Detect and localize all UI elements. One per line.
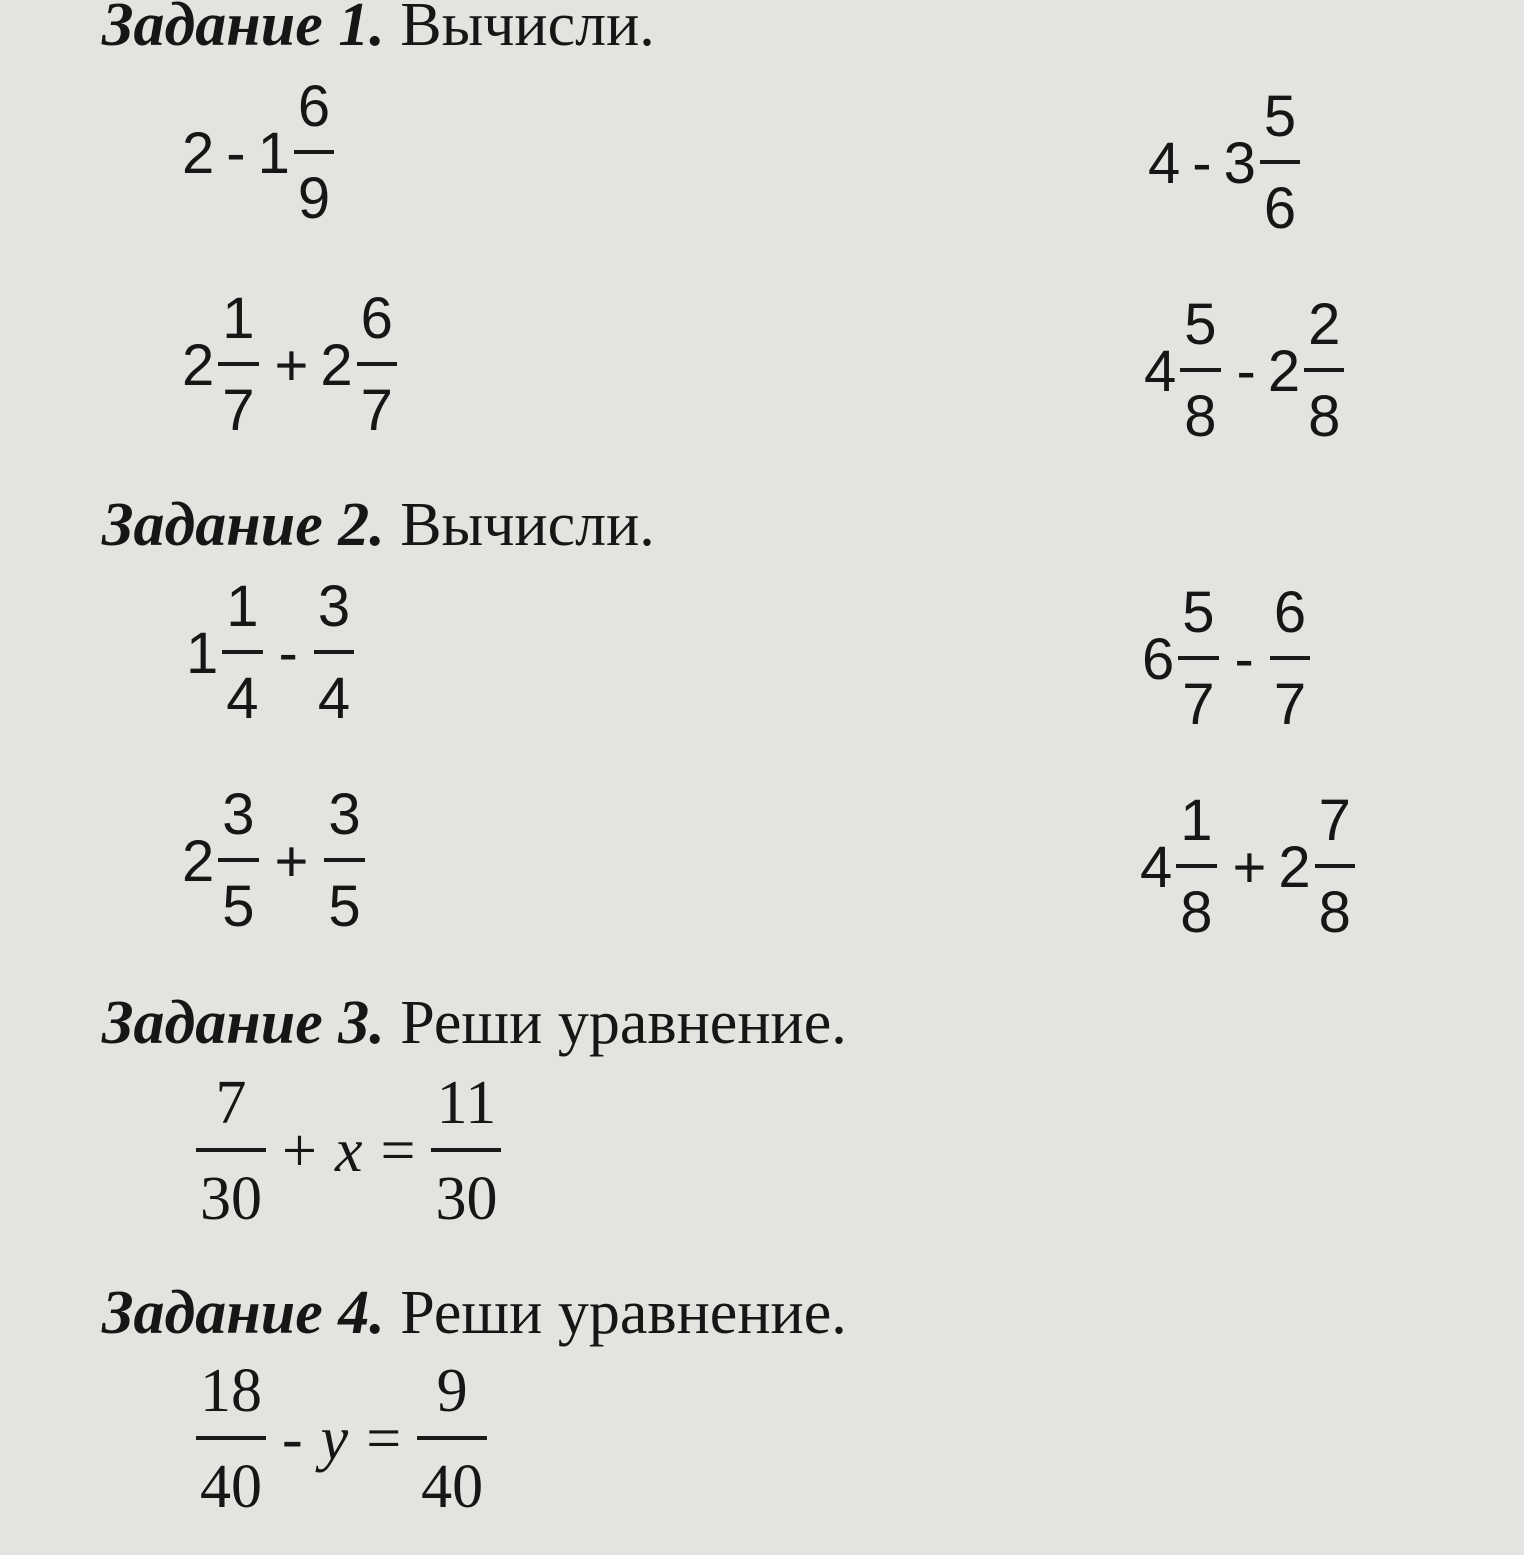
fraction-bar <box>1304 368 1344 372</box>
task-4-equation <box>192 1357 491 1521</box>
denominator: 8 <box>1180 880 1213 945</box>
denominator: 7 <box>1182 672 1215 737</box>
variable: y <box>320 1404 349 1473</box>
numerator: 6 <box>360 286 393 351</box>
fraction <box>314 574 354 731</box>
task-number: 4. <box>338 1279 385 1347</box>
fraction <box>196 1069 266 1233</box>
fraction-bar <box>1178 656 1218 660</box>
whole-number: 2 <box>320 332 353 398</box>
task-3-equation <box>192 1069 505 1233</box>
numerator: 5 <box>1263 84 1297 149</box>
whole-number: 2 <box>1278 834 1311 900</box>
numerator: 6 <box>1273 580 1307 645</box>
fraction <box>1315 788 1355 945</box>
fraction <box>324 782 364 939</box>
fraction-bar <box>431 1148 501 1152</box>
task-instruction: Вычисли. <box>400 491 655 559</box>
fraction-bar <box>222 650 262 654</box>
denominator: 30 <box>435 1165 498 1233</box>
task-number: 3. <box>338 989 385 1057</box>
numerator: 1 <box>222 286 255 351</box>
whole-number: 2 <box>1267 338 1301 404</box>
fraction <box>1304 292 1344 449</box>
fraction-bar <box>1270 656 1310 660</box>
numerator: 9 <box>436 1357 468 1425</box>
whole-number: 4 <box>1144 338 1177 404</box>
operator: - <box>1192 130 1212 196</box>
task-label: Задание <box>102 1279 323 1347</box>
whole-number: 2 <box>182 120 215 186</box>
task-instruction: Вычисли. <box>400 0 655 59</box>
task-number: 1. <box>338 0 385 59</box>
numerator: 7 <box>1318 788 1351 853</box>
task-1-expression-3 <box>182 286 401 443</box>
operator: - <box>278 620 298 686</box>
task-instruction: Реши уравнение. <box>400 1279 847 1347</box>
fraction <box>1270 580 1310 737</box>
whole-number: 4 <box>1148 130 1181 196</box>
operator: + <box>274 828 309 894</box>
operator: + <box>282 1116 317 1185</box>
task-3-heading <box>102 989 847 1057</box>
numerator: 1 <box>226 574 259 639</box>
denominator: 7 <box>222 378 255 443</box>
numerator: 3 <box>328 782 361 847</box>
operator: - <box>226 120 246 186</box>
fraction-bar <box>357 362 397 366</box>
task-2-heading <box>102 491 655 559</box>
denominator: 8 <box>1318 880 1351 945</box>
fraction-bar <box>1260 160 1300 164</box>
fraction <box>1260 84 1300 241</box>
task-label: Задание <box>102 989 323 1057</box>
fraction-bar <box>314 650 354 654</box>
whole-number: 6 <box>1142 626 1175 692</box>
fraction <box>357 286 397 443</box>
task-2-expression-3 <box>182 782 369 939</box>
whole-number: 1 <box>186 620 219 686</box>
denominator: 6 <box>1263 176 1297 241</box>
denominator: 40 <box>200 1453 262 1521</box>
fraction <box>196 1357 266 1521</box>
fraction-bar <box>218 858 258 862</box>
denominator: 5 <box>222 874 255 939</box>
whole-number: 1 <box>257 120 290 186</box>
denominator: 7 <box>360 378 393 443</box>
whole-number: 4 <box>1140 834 1173 900</box>
operator: + <box>1232 834 1267 900</box>
fraction <box>294 74 334 231</box>
task-2-expression-4 <box>1140 788 1359 945</box>
fraction-bar <box>218 362 258 366</box>
numerator: 7 <box>215 1069 247 1137</box>
fraction-bar <box>417 1436 487 1440</box>
numerator: 5 <box>1182 580 1215 645</box>
denominator: 7 <box>1273 672 1307 737</box>
task-instruction: Реши уравнение. <box>400 989 847 1057</box>
numerator: 1 <box>1180 788 1213 853</box>
fraction <box>218 286 258 443</box>
denominator: 4 <box>317 666 351 731</box>
fraction-bar <box>1180 368 1220 372</box>
fraction <box>218 782 258 939</box>
denominator: 4 <box>226 666 259 731</box>
fraction-bar <box>196 1148 266 1152</box>
fraction-bar <box>196 1436 266 1440</box>
task-2-expression-2 <box>1142 580 1314 737</box>
numerator: 11 <box>436 1069 497 1137</box>
fraction <box>431 1069 501 1233</box>
fraction <box>417 1357 487 1521</box>
whole-number: 2 <box>182 332 215 398</box>
fraction-bar <box>1315 864 1355 868</box>
operator: - <box>1234 626 1254 692</box>
task-1-expression-4 <box>1144 292 1348 449</box>
denominator: 8 <box>1308 384 1341 449</box>
denominator: 8 <box>1184 384 1217 449</box>
task-1-heading <box>102 0 655 59</box>
numerator: 3 <box>222 782 255 847</box>
fraction-bar <box>294 150 334 154</box>
fraction <box>1180 292 1220 449</box>
task-2-expression-1 <box>186 574 358 731</box>
operator: - <box>1236 338 1256 404</box>
denominator: 9 <box>297 166 331 231</box>
task-1-expression-1 <box>182 74 338 231</box>
fraction <box>1178 580 1218 737</box>
whole-number: 3 <box>1223 130 1256 196</box>
task-number: 2. <box>338 491 385 559</box>
denominator: 40 <box>421 1453 484 1521</box>
task-label: Задание <box>102 491 323 559</box>
equals-sign: = <box>380 1116 416 1185</box>
numerator: 18 <box>200 1357 262 1425</box>
numerator: 3 <box>317 574 351 639</box>
task-label: Задание <box>102 0 323 59</box>
numerator: 2 <box>1308 292 1341 357</box>
fraction <box>1176 788 1216 945</box>
whole-number: 2 <box>182 828 215 894</box>
denominator: 5 <box>328 874 361 939</box>
task-4-heading <box>102 1279 847 1347</box>
variable: x <box>334 1116 363 1185</box>
fraction <box>222 574 262 731</box>
operator: + <box>274 332 309 398</box>
numerator: 6 <box>297 74 331 139</box>
fraction-bar <box>1176 864 1216 868</box>
equals-sign: = <box>366 1404 402 1473</box>
task-1-expression-2 <box>1148 84 1304 241</box>
operator: - <box>282 1404 303 1473</box>
numerator: 5 <box>1184 292 1217 357</box>
denominator: 30 <box>200 1165 262 1233</box>
fraction-bar <box>324 858 364 862</box>
